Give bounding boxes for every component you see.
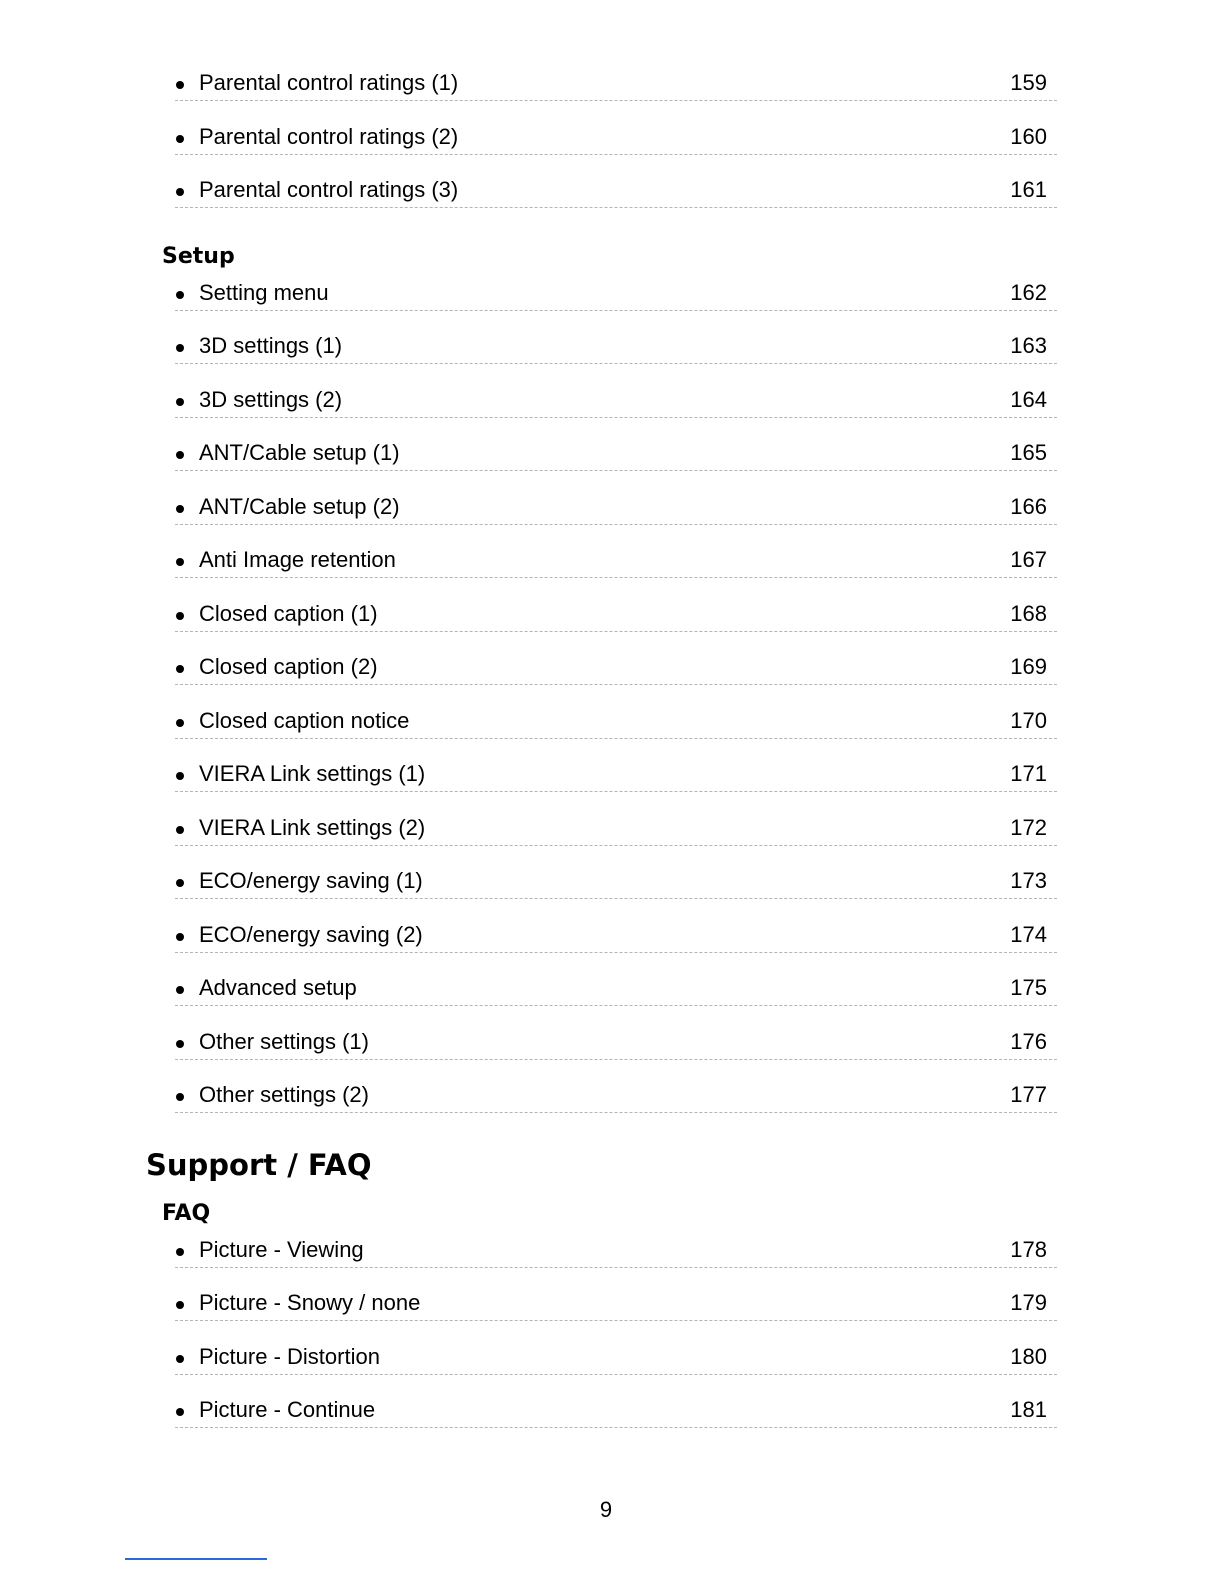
toc-entry-page: 159 <box>1010 70 1047 95</box>
toc-entry-label: Picture - Snowy / none <box>199 1290 421 1315</box>
toc-entry-page: 181 <box>1010 1397 1047 1422</box>
toc-entry[interactable] <box>175 654 1057 685</box>
toc-entry-page: 160 <box>1010 124 1047 149</box>
toc-entry-label: Other settings (1) <box>199 1029 369 1054</box>
toc-entry[interactable] <box>175 975 1057 1006</box>
toc-entry-label: Parental control ratings (1) <box>199 70 459 95</box>
toc-entry-page: 164 <box>1010 387 1047 412</box>
section-heading-faq: FAQ <box>162 1201 211 1226</box>
toc-entry-page: 174 <box>1010 922 1047 947</box>
bullet-icon <box>176 1301 184 1309</box>
toc-entry-label: Parental control ratings (3) <box>199 177 459 202</box>
toc-entry-page: 161 <box>1010 177 1047 202</box>
toc-entry-page: 167 <box>1010 547 1047 572</box>
toc-entry-page: 172 <box>1010 815 1047 840</box>
toc-entry-page: 169 <box>1010 654 1047 679</box>
bullet-icon <box>176 188 184 196</box>
bullet-icon <box>176 612 184 620</box>
toc-entry-page: 175 <box>1010 975 1047 1000</box>
bullet-icon <box>176 986 184 994</box>
toc-entry[interactable] <box>175 333 1057 364</box>
bullet-icon <box>176 344 184 352</box>
bullet-icon <box>176 558 184 566</box>
bullet-icon <box>176 1040 184 1048</box>
toc-entry[interactable] <box>175 1082 1057 1113</box>
toc-entry-page: 170 <box>1010 708 1047 733</box>
bullet-icon <box>176 505 184 513</box>
toc-entry-page: 163 <box>1010 333 1047 358</box>
toc-entry[interactable] <box>175 601 1057 632</box>
bullet-icon <box>176 1093 184 1101</box>
bullet-icon <box>176 719 184 727</box>
toc-entry-label: ECO/energy saving (2) <box>199 922 423 947</box>
toc-entry[interactable] <box>175 124 1057 155</box>
toc-entry-label: VIERA Link settings (1) <box>199 761 426 786</box>
toc-entry-label: VIERA Link settings (2) <box>199 815 426 840</box>
toc-entry-page: 177 <box>1010 1082 1047 1107</box>
toc-entry[interactable] <box>175 922 1057 953</box>
toc-entry-page: 179 <box>1010 1290 1047 1315</box>
toc-entry[interactable] <box>175 708 1057 739</box>
section-heading-support: Support / FAQ <box>146 1148 372 1182</box>
toc-entry[interactable] <box>175 1397 1057 1428</box>
toc-entry-label: Advanced setup <box>199 975 357 1000</box>
toc-entry-label: 3D settings (1) <box>199 333 343 358</box>
toc-entry-page: 171 <box>1010 761 1047 786</box>
toc-entry-label: 3D settings (2) <box>199 387 343 412</box>
toc-entry-page: 176 <box>1010 1029 1047 1054</box>
toc-entry-label: Closed caption (2) <box>199 654 378 679</box>
toc-entry-label: Anti Image retention <box>199 547 396 572</box>
toc-entry[interactable] <box>175 387 1057 418</box>
toc-entry-page: 178 <box>1010 1237 1047 1262</box>
toc-entry-label: ANT/Cable setup (1) <box>199 440 400 465</box>
toc-entry-label: Picture - Viewing <box>199 1237 364 1262</box>
toc-entry-page: 173 <box>1010 868 1047 893</box>
bullet-icon <box>176 1355 184 1363</box>
toc-entry[interactable] <box>175 494 1057 525</box>
bullet-icon <box>176 81 184 89</box>
toc-entry[interactable] <box>175 440 1057 471</box>
toc-entry-label: Picture - Distortion <box>199 1344 380 1369</box>
bullet-icon <box>176 826 184 834</box>
footer-divider <box>125 1558 267 1560</box>
bullet-icon <box>176 291 184 299</box>
bullet-icon <box>176 1248 184 1256</box>
toc-entry-label: Other settings (2) <box>199 1082 369 1107</box>
toc-entry-label: Closed caption (1) <box>199 601 378 626</box>
page-number: 9 <box>599 1497 613 1522</box>
bullet-icon <box>176 451 184 459</box>
toc-entry-page: 162 <box>1010 280 1047 305</box>
toc-entry[interactable] <box>175 1237 1057 1268</box>
toc-entry-label: Parental control ratings (2) <box>199 124 459 149</box>
bullet-icon <box>176 398 184 406</box>
bullet-icon <box>176 665 184 673</box>
toc-entry-label: Closed caption notice <box>199 708 410 733</box>
bullet-icon <box>176 933 184 941</box>
toc-entry-label: Setting menu <box>199 280 329 305</box>
toc-entry[interactable] <box>175 761 1057 792</box>
section-heading-setup: Setup <box>162 244 235 269</box>
toc-entry-label: ECO/energy saving (1) <box>199 868 423 893</box>
toc-entry-label: ANT/Cable setup (2) <box>199 494 400 519</box>
toc-entry[interactable] <box>175 177 1057 208</box>
toc-entry-label: Picture - Continue <box>199 1397 376 1422</box>
toc-entry[interactable] <box>175 1344 1057 1375</box>
toc-entry[interactable] <box>175 1029 1057 1060</box>
toc-entry-page: 166 <box>1010 494 1047 519</box>
toc-entry[interactable] <box>175 868 1057 899</box>
toc-entry[interactable] <box>175 1290 1057 1321</box>
toc-entry-page: 168 <box>1010 601 1047 626</box>
toc-entry-page: 165 <box>1010 440 1047 465</box>
toc-entry-page: 180 <box>1010 1344 1047 1369</box>
toc-entry[interactable] <box>175 815 1057 846</box>
toc-entry[interactable] <box>175 280 1057 311</box>
toc-entry[interactable] <box>175 70 1057 101</box>
toc-entry[interactable] <box>175 547 1057 578</box>
bullet-icon <box>176 772 184 780</box>
bullet-icon <box>176 1408 184 1416</box>
bullet-icon <box>176 135 184 143</box>
bullet-icon <box>176 879 184 887</box>
